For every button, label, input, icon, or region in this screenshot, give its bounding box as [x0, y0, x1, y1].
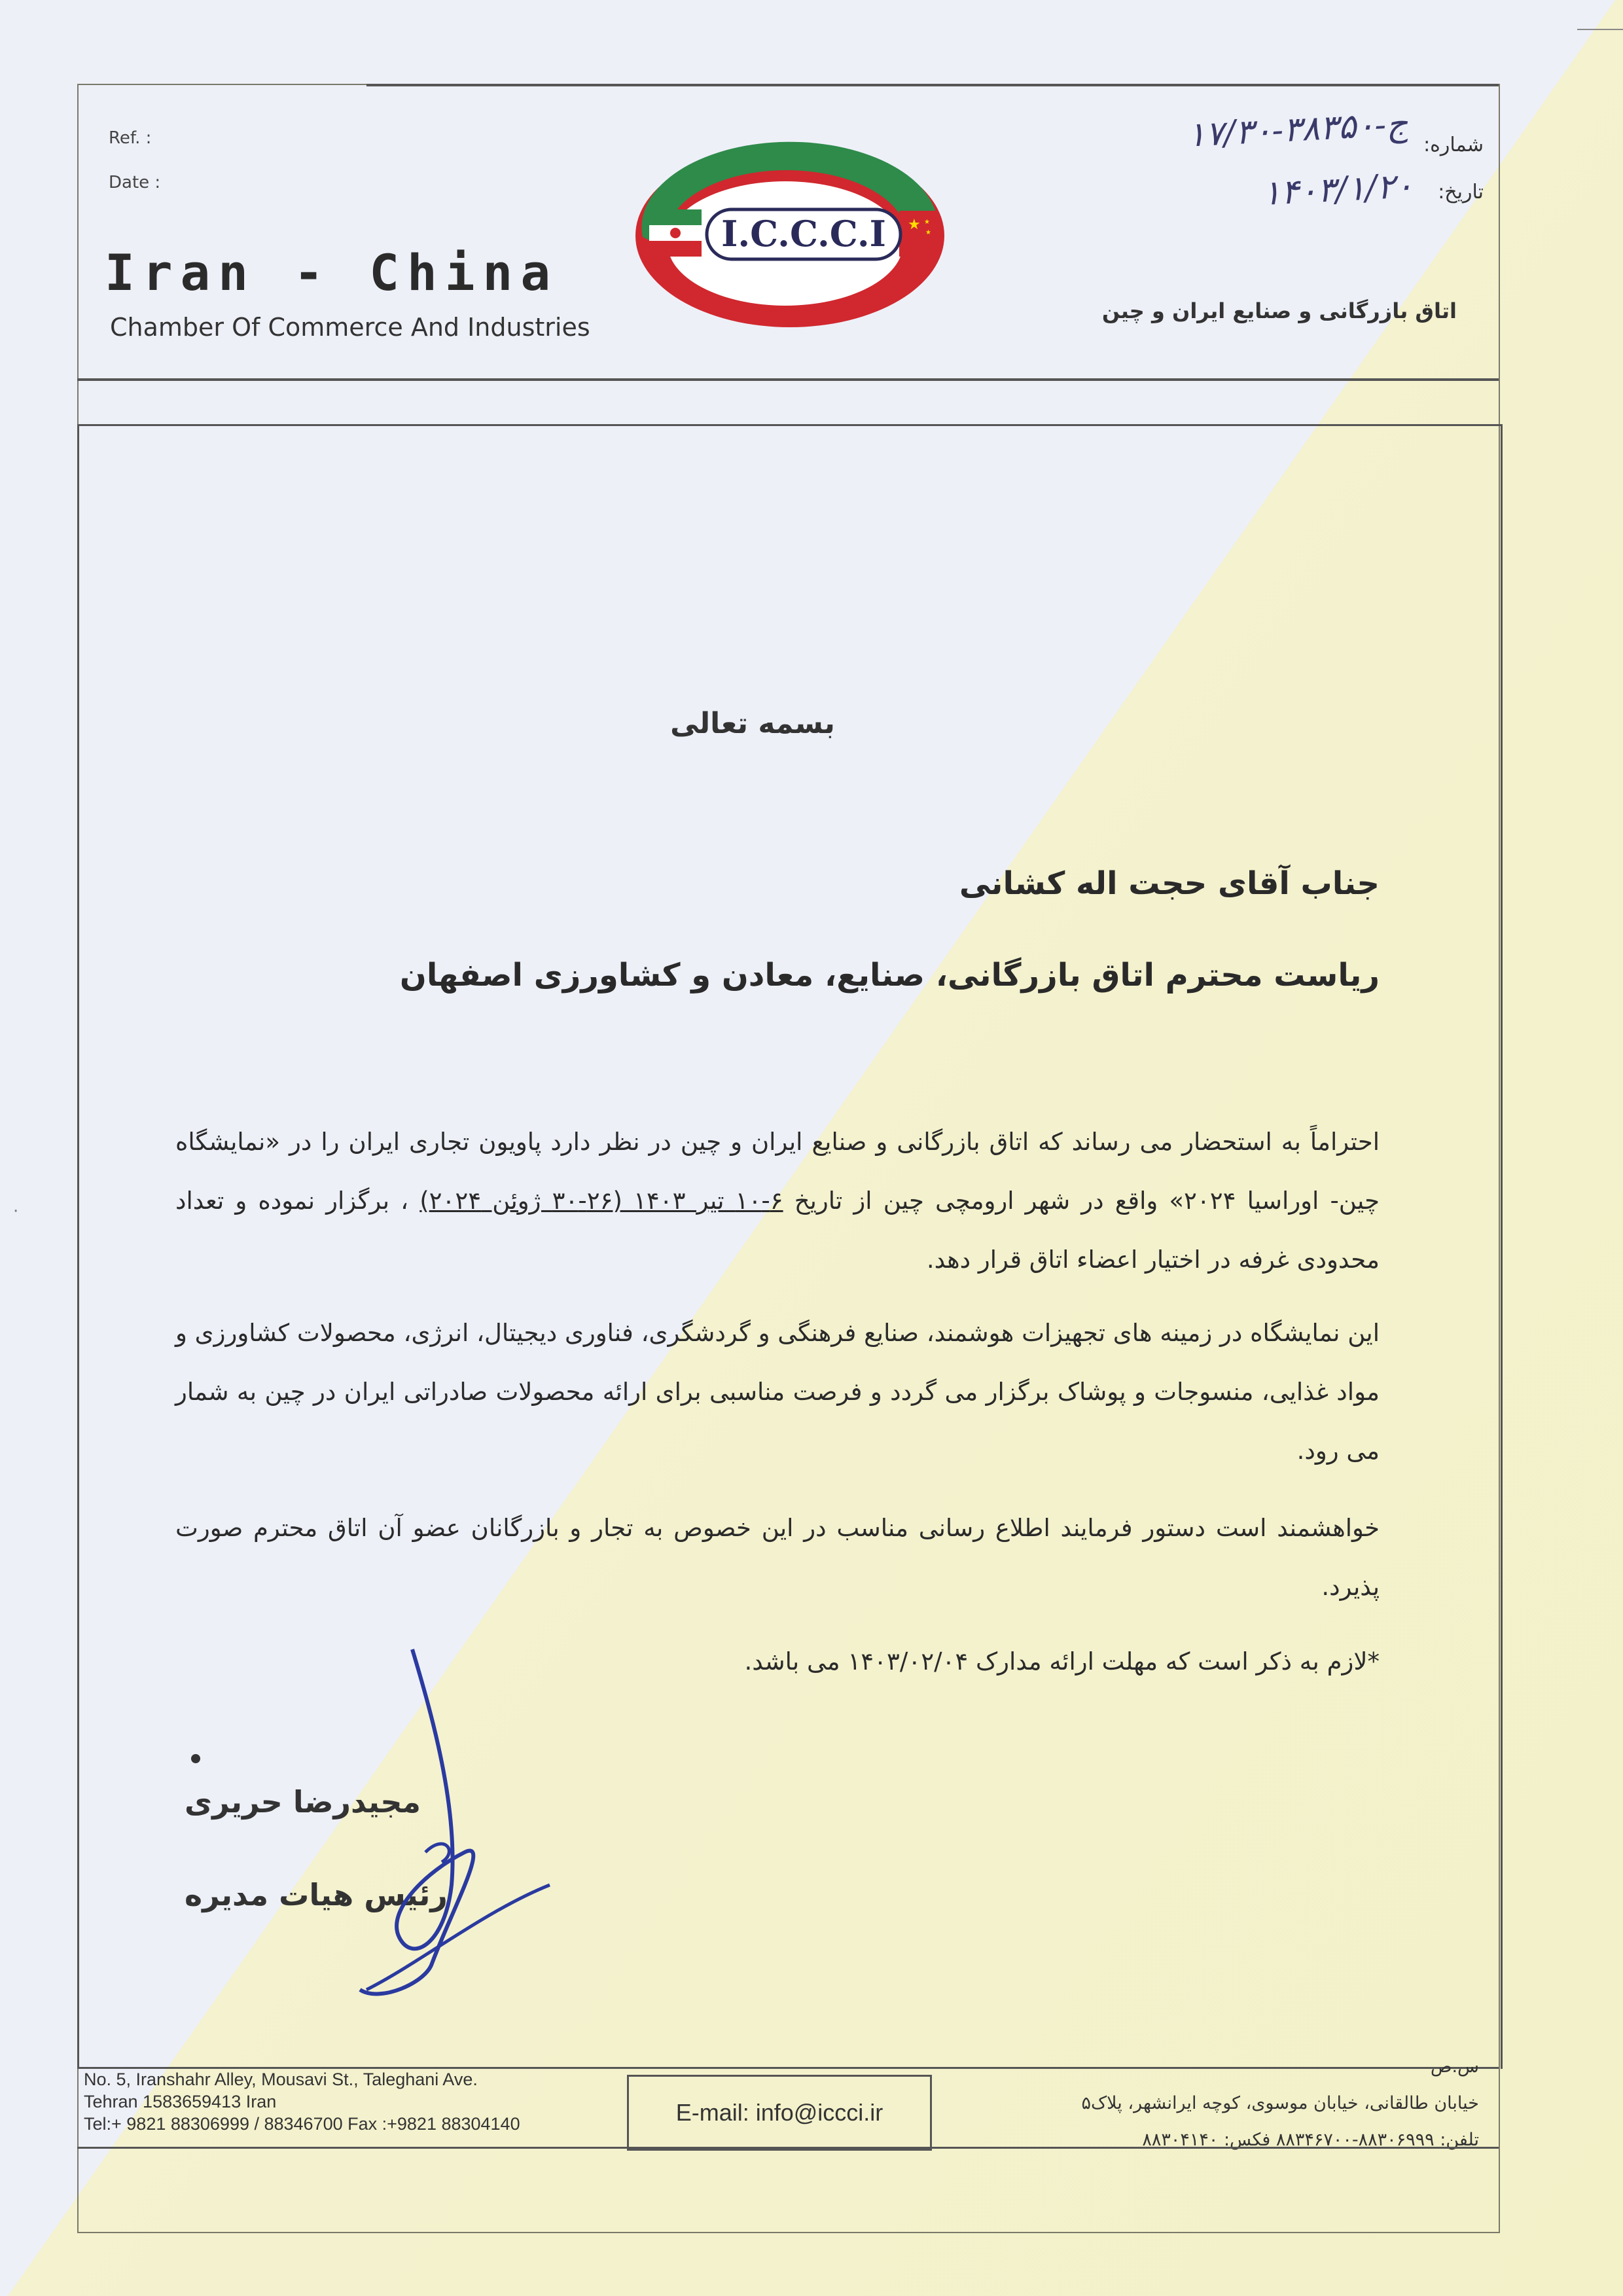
footer-address-line-1: No. 5, Iranshahr Alley, Mousavi St., Taleghani Ave. [84, 2070, 478, 2089]
signer-name: مجیدرضا حریری [185, 1784, 421, 1820]
event-dates: ۶-۱۰ تیر ۱۴۰۳ (۲۶-۳۰ ژوئن ۲۰۲۴) [419, 1187, 783, 1215]
header-bottom-rule [77, 378, 1499, 381]
margin-mark: · [13, 1202, 19, 1221]
logo-text: I.C.C.C.I [721, 213, 886, 255]
footer-phone-fa: تلفن: ۸۸۳۰۶۹۹۹-۸۸۳۴۶۷۰۰ فکس: ۸۸۳۰۴۱۴۰ [1142, 2130, 1479, 2150]
footer-address-fa [942, 2049, 1479, 2159]
signer-title: رئیس هیات مدیره [185, 1877, 448, 1912]
basmala: بسمه تعالی [670, 707, 835, 740]
handwritten-signature [353, 1636, 563, 2003]
footer-address-fa-line: خیابان طالقانی، خیابان موسوی، کوچه ایرانشهر، پلاک۵ [1081, 2093, 1479, 2113]
iccci-logo-icon [630, 139, 950, 332]
header-top-rule [366, 84, 1499, 86]
date-fa-label: تاریخ: [1438, 181, 1484, 204]
letter-number: ۱۷/ج-۳۸۳۵۰-۳۰ [1186, 104, 1410, 155]
paragraph-2: این نمایشگاه در زمینه های تجهیزات هوشمند، صنایع فرهنگی و گردشگری، فناوری دیجیتال، انرژی، محصولات کشاورزی و مواد غذایی، منسوجات و پوشاک برگزار می گردد و فرصت مناسبی برای ارائه محصولات صادراتی ایران در چین به شمار می رود. [175, 1319, 1380, 1465]
footer-email: E-mail: info@iccci.ir [627, 2075, 932, 2151]
ref-label: Ref. : [109, 128, 152, 148]
addressee: جناب آقای حجت اله کشانی [959, 865, 1380, 902]
footer-initials: س.ص [1430, 2056, 1479, 2077]
paragraph-1 [175, 1113, 1380, 1289]
svg-text:★: ★ [924, 219, 930, 226]
paragraph-4: *لازم به ذکر است که مهلت ارائه مدارک ۱۴۰۳/۰۲/۰۴ می باشد. [744, 1647, 1380, 1676]
date-label: Date : [109, 173, 161, 192]
org-name-fa: اتاق بازرگانی و صنایع ایران و چین [1101, 298, 1457, 323]
paragraph-3: خواهشمند است دستور فرمایند اطلاع رسانی مناسب در این خصوص به تجار و بازرگانان عضو آن اتاق محترم صورت پذیرد. [175, 1514, 1380, 1601]
svg-text:★: ★ [908, 217, 921, 233]
footer-address-line-2: Tehran 1583659413 Iran [84, 2092, 277, 2111]
letter-date: ۱۴۰۳/۱/۲۰ [1262, 166, 1415, 213]
footer-phone-fax: Tel:+ 9821 88306999 / 88346700 Fax :+9821 88304140 [84, 2114, 520, 2134]
org-subtitle: Chamber Of Commerce And Industries [110, 313, 590, 342]
addressee-title: ریاست محترم اتاق بازرگانی، صنایع، معادن و کشاورزی اصفهان [399, 957, 1380, 994]
signature-dot [191, 1754, 200, 1763]
footer-address-en [84, 2068, 620, 2135]
footer-bottom-rule [77, 2147, 1499, 2149]
paragraph-1-part-a: احتراماً به استحضار می رساند که اتاق بازرگانی و صنایع ایران و چین در نظر دارد پاویون تجاری ایران را در «نمایشگاه چین- اوراسیا ۲۰۲۴» واقع در شهر ارومچی چین از تاریخ [175, 1128, 1380, 1215]
number-label: شماره: [1423, 134, 1484, 156]
paragraph-1-part-b: ، برگزار نموده و تعداد محدودی غرفه در اختیار اعضاء اتاق قرار دهد. [175, 1187, 1380, 1274]
svg-text:★: ★ [925, 229, 931, 236]
org-title: Iran - China [105, 243, 559, 302]
scan-edge-mark [1577, 29, 1623, 30]
